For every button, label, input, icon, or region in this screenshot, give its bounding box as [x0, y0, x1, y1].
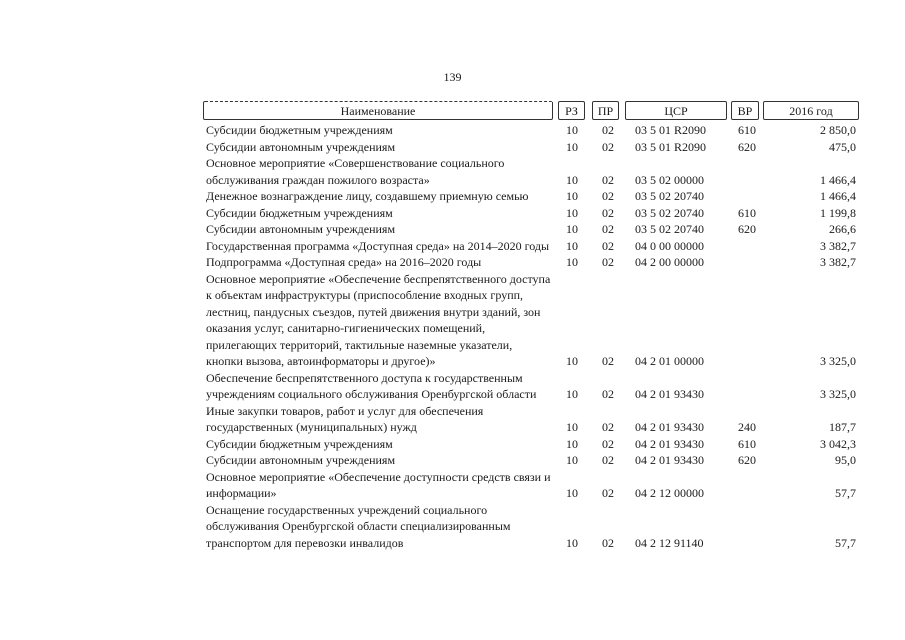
row-rz: 10 — [566, 354, 578, 368]
table-row — [206, 271, 860, 370]
row-sum: 57,7 — [835, 535, 856, 550]
row-rz: 10 — [566, 139, 578, 154]
row-rz: 10 — [566, 123, 578, 137]
table-row — [206, 139, 860, 156]
table-row — [206, 370, 860, 403]
row-rz: 10 — [566, 189, 578, 203]
row-rz: 10 — [566, 436, 578, 451]
table-row — [206, 403, 860, 436]
row-vr: 620 — [738, 139, 756, 154]
row-rz: 10 — [566, 453, 578, 467]
row-sum: 3 382,7 — [820, 238, 856, 253]
row-sum: 475,0 — [829, 139, 856, 154]
row-csr: 04 2 00 00000 — [635, 255, 704, 269]
row-rz: 10 — [566, 420, 578, 434]
row-csr: 04 2 01 93430 — [635, 453, 704, 467]
row-name: Оснащение государственных учреждений социального обслуживания Оренбургской области специализированным транспортом для перевозки инвалидов — [206, 502, 511, 550]
row-csr: 03 5 02 20740 — [635, 205, 704, 220]
table-row — [206, 502, 860, 552]
row-pr: 02 — [602, 387, 614, 401]
table-row — [206, 238, 860, 255]
row-sum: 3 325,0 — [820, 387, 856, 401]
row-pr: 02 — [602, 238, 614, 253]
row-rz: 10 — [566, 255, 578, 269]
row-name: Субсидии бюджетным учреждениям — [206, 123, 393, 137]
row-csr: 04 2 12 00000 — [635, 486, 704, 500]
row-name: Субсидии автономным учреждениям — [206, 139, 396, 154]
row-vr: 610 — [738, 436, 756, 451]
table-row — [206, 205, 860, 222]
row-name: Субсидии бюджетным учреждениям — [206, 205, 393, 220]
row-pr: 02 — [602, 189, 614, 203]
row-rz: 10 — [566, 222, 578, 236]
row-csr: 04 2 01 93430 — [635, 436, 704, 451]
column-header-csr: ЦСР — [625, 101, 727, 120]
column-header-name: Наименование — [203, 101, 553, 120]
row-rz: 10 — [566, 205, 578, 220]
row-csr: 04 2 01 93430 — [635, 387, 704, 401]
page-number: 139 — [443, 70, 462, 84]
row-sum: 3 325,0 — [820, 354, 856, 368]
row-name: Субсидии бюджетным учреждениям — [206, 436, 393, 451]
row-csr: 04 2 12 91140 — [635, 535, 704, 550]
row-name: Субсидии автономным учреждениям — [206, 222, 396, 236]
row-pr: 02 — [602, 453, 614, 467]
row-vr: 610 — [738, 123, 756, 137]
row-rz: 10 — [566, 387, 578, 401]
row-csr: 04 2 01 00000 — [635, 354, 704, 368]
row-csr: 03 5 01 R2090 — [635, 139, 707, 154]
row-sum: 3 042,3 — [820, 436, 856, 451]
row-sum: 187,7 — [829, 420, 856, 434]
table-row — [206, 122, 860, 139]
row-name: Обеспечение беспрепятственного доступа к государственным учреждениям социального обслуживания Оренбургской области — [206, 370, 537, 401]
row-vr: 620 — [738, 453, 756, 467]
row-name: Государственная программа «Доступная среда» на 2014–2020 годы — [206, 238, 550, 253]
row-sum: 266,6 — [829, 222, 856, 236]
column-header-pr: ПР — [592, 101, 619, 120]
row-vr: 240 — [738, 420, 756, 434]
budget-table-body — [206, 122, 860, 551]
row-rz: 10 — [566, 238, 578, 253]
column-header-vr: ВР — [731, 101, 759, 120]
row-sum: 1 466,4 — [820, 189, 856, 203]
row-pr: 02 — [602, 222, 614, 236]
column-header-year: 2016 год — [763, 101, 859, 120]
row-rz: 10 — [566, 172, 578, 187]
row-pr: 02 — [602, 535, 614, 550]
row-name: Основное мероприятие «Обеспечение беспрепятственного доступа к объектам инфраструктуры (приспособление входных групп, лестниц, пандусных съездов, путей движения внутри зданий, зон оказания услуг, санитарно-гигиенических помещений, прилегающих территорий, тактильные наземные указатели, кнопки вызова, автоинформаторы и другое)» — [206, 271, 551, 368]
row-sum: 57,7 — [835, 486, 856, 500]
row-pr: 02 — [602, 172, 614, 187]
row-rz: 10 — [566, 535, 578, 550]
row-sum: 3 382,7 — [820, 255, 856, 269]
table-row — [206, 436, 860, 453]
row-sum: 95,0 — [835, 453, 856, 467]
row-pr: 02 — [602, 139, 614, 154]
table-row — [206, 452, 860, 469]
row-name: Подпрограмма «Доступная среда» на 2016–2020 годы — [206, 255, 482, 269]
row-csr: 04 0 00 00000 — [635, 238, 704, 253]
row-sum: 2 850,0 — [820, 123, 856, 137]
row-csr: 03 5 02 20740 — [635, 189, 704, 203]
row-pr: 02 — [602, 486, 614, 500]
table-row — [206, 469, 860, 502]
row-name: Иные закупки товаров, работ и услуг для обеспечения государственных (муниципальных) нужд — [206, 403, 484, 434]
column-header-rz: РЗ — [558, 101, 585, 120]
row-vr: 610 — [738, 205, 756, 220]
row-name: Основное мероприятие «Совершенствование социального обслуживания граждан пожилого возраста» — [206, 156, 505, 187]
row-pr: 02 — [602, 420, 614, 434]
row-sum: 1 466,4 — [820, 172, 856, 187]
row-vr: 620 — [738, 222, 756, 236]
row-pr: 02 — [602, 205, 614, 220]
row-pr: 02 — [602, 354, 614, 368]
row-name: Денежное вознаграждение лицу, создавшему приемную семью — [206, 189, 529, 203]
row-csr: 03 5 02 20740 — [635, 222, 704, 236]
table-row — [206, 254, 860, 271]
row-pr: 02 — [602, 123, 614, 137]
row-pr: 02 — [602, 436, 614, 451]
row-csr: 03 5 01 R2090 — [635, 123, 707, 137]
row-csr: 03 5 02 00000 — [635, 172, 704, 187]
row-name: Основное мероприятие «Обеспечение доступности средств связи и информации» — [206, 469, 551, 500]
row-pr: 02 — [602, 255, 614, 269]
table-row — [206, 188, 860, 205]
table-row — [206, 221, 860, 238]
row-rz: 10 — [566, 486, 578, 500]
row-csr: 04 2 01 93430 — [635, 420, 704, 434]
row-sum: 1 199,8 — [820, 205, 856, 220]
table-row — [206, 155, 860, 188]
row-name: Субсидии автономным учреждениям — [206, 453, 396, 467]
